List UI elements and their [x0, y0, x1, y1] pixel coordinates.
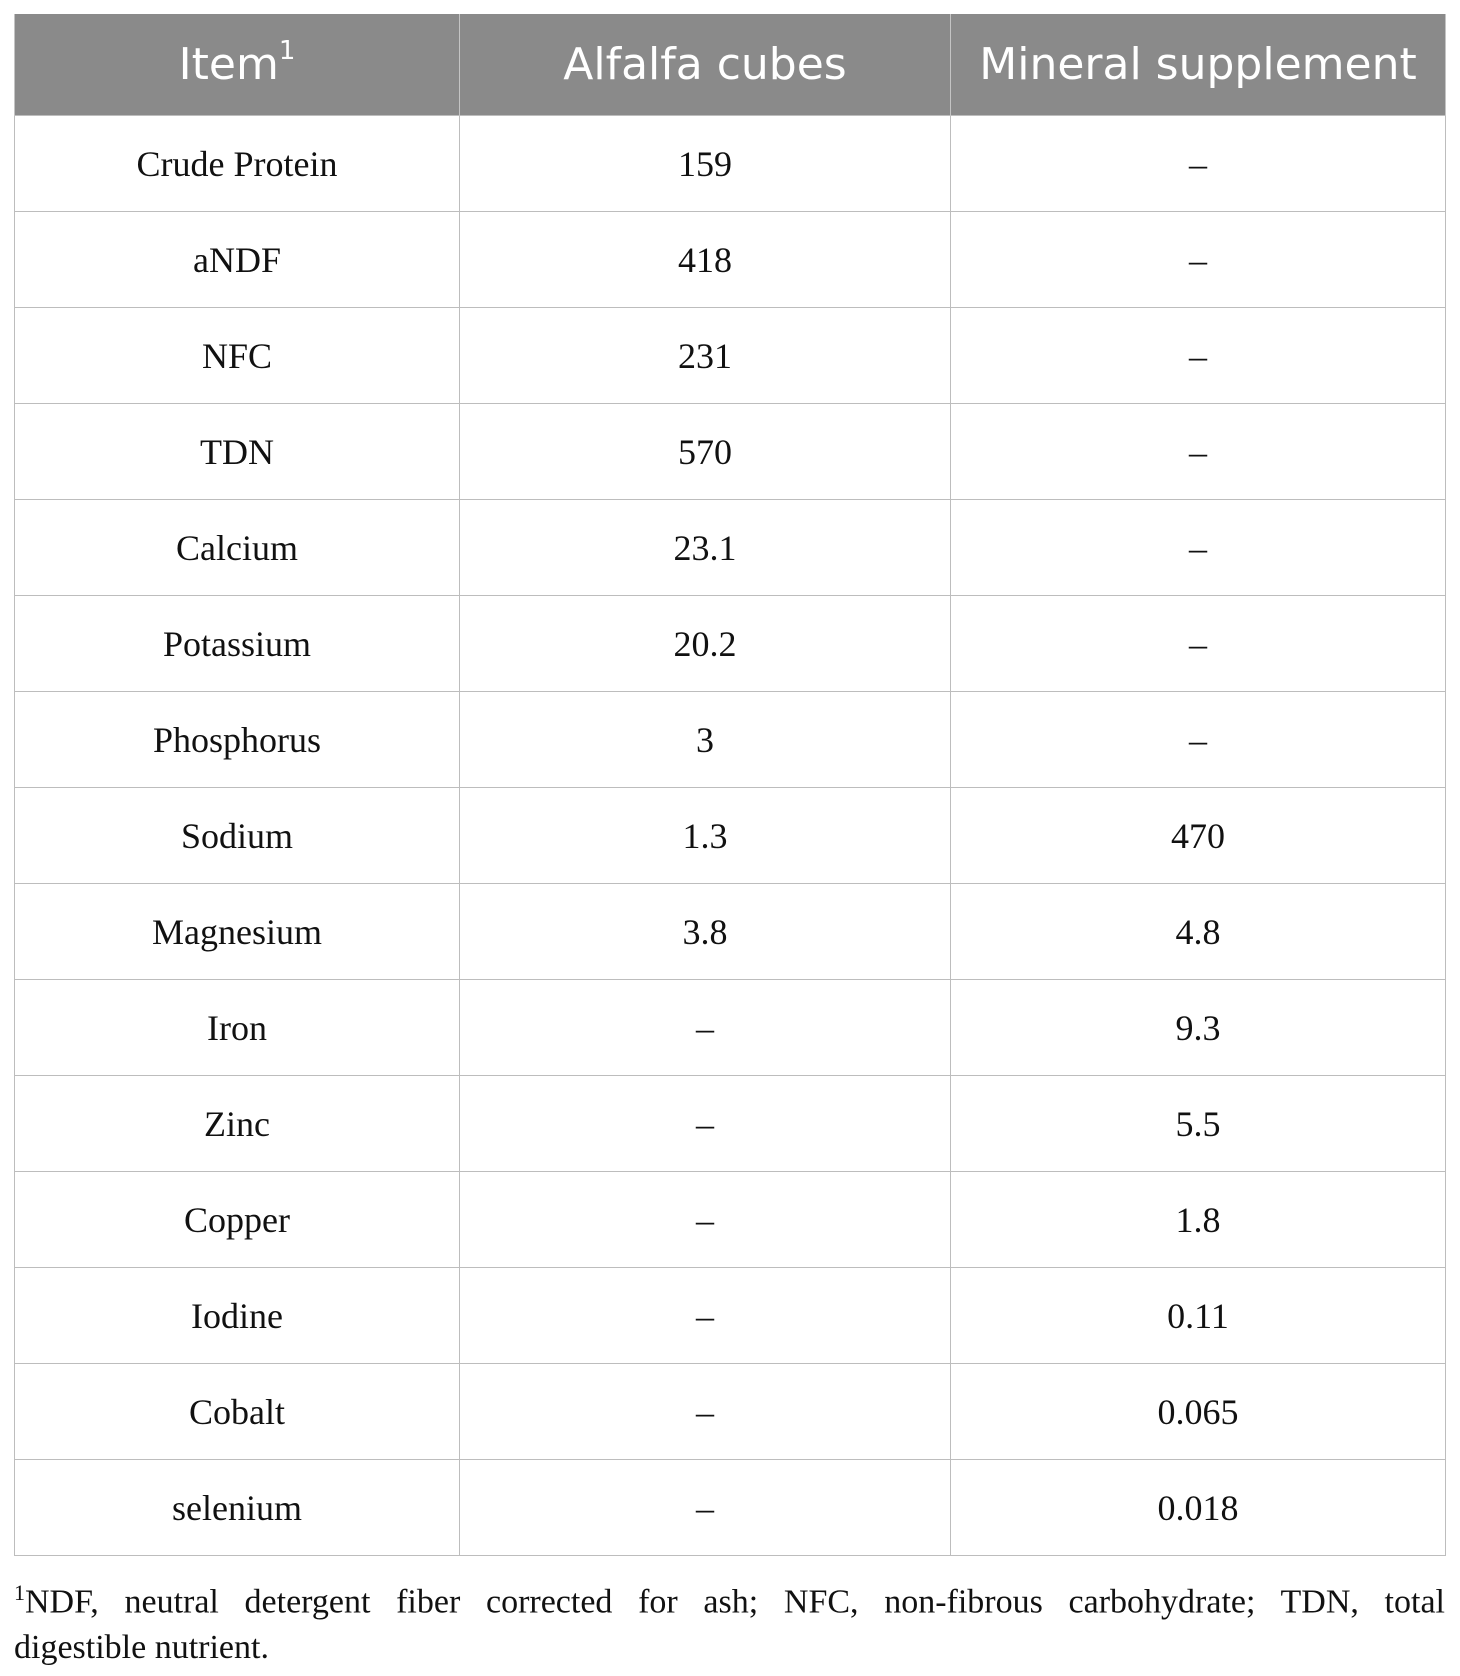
table-row: [15, 308, 1446, 404]
cell-alfalfa: 23.1: [460, 500, 951, 596]
cell-item: selenium: [15, 1460, 460, 1556]
cell-item: TDN: [15, 404, 460, 500]
table-row: [15, 1268, 1446, 1364]
cell-alfalfa: 1.3: [460, 788, 951, 884]
cell-alfalfa: 418: [460, 212, 951, 308]
cell-mineral: 1.8: [951, 1172, 1446, 1268]
cell-alfalfa: –: [460, 1172, 951, 1268]
cell-item: Potassium: [15, 596, 460, 692]
composition-table-container: [14, 14, 1445, 1556]
header-item-footnote-marker: 1: [278, 36, 296, 67]
footnote-line-1: [14, 1570, 1445, 1625]
cell-alfalfa: 231: [460, 308, 951, 404]
cell-mineral: 470: [951, 788, 1446, 884]
cell-item: Crude Protein: [15, 116, 460, 212]
composition-table: [14, 14, 1446, 1556]
cell-mineral: –: [951, 404, 1446, 500]
table-row: [15, 212, 1446, 308]
header-item-label: Item: [178, 39, 279, 90]
cell-mineral: –: [951, 500, 1446, 596]
table-body: [15, 116, 1446, 1556]
cell-alfalfa: –: [460, 1460, 951, 1556]
cell-alfalfa: –: [460, 980, 951, 1076]
header-alfalfa-cubes: Alfalfa cubes: [460, 14, 951, 116]
cell-mineral: –: [951, 308, 1446, 404]
cell-item: Iodine: [15, 1268, 460, 1364]
cell-item: NFC: [15, 308, 460, 404]
table-row: [15, 1460, 1446, 1556]
cell-alfalfa: –: [460, 1268, 951, 1364]
cell-mineral: 5.5: [951, 1076, 1446, 1172]
table-row: [15, 884, 1446, 980]
table-row: [15, 788, 1446, 884]
cell-item: Phosphorus: [15, 692, 460, 788]
header-item: [15, 14, 460, 116]
cell-item: Calcium: [15, 500, 460, 596]
header-row: [15, 14, 1446, 116]
table-row: [15, 692, 1446, 788]
cell-item: Cobalt: [15, 1364, 460, 1460]
cell-alfalfa: 159: [460, 116, 951, 212]
table-row: [15, 1076, 1446, 1172]
cell-alfalfa: 3: [460, 692, 951, 788]
table-row: [15, 596, 1446, 692]
footnote-line-2: digestible nutrient.: [14, 1629, 269, 1667]
footnote-marker: 1: [14, 1580, 25, 1605]
cell-item: aNDF: [15, 212, 460, 308]
cell-mineral: 0.11: [951, 1268, 1446, 1364]
cell-alfalfa: 20.2: [460, 596, 951, 692]
table-row: [15, 404, 1446, 500]
table-row: [15, 500, 1446, 596]
cell-alfalfa: –: [460, 1364, 951, 1460]
cell-mineral: 9.3: [951, 980, 1446, 1076]
cell-mineral: –: [951, 692, 1446, 788]
cell-item: Magnesium: [15, 884, 460, 980]
table-row: [15, 980, 1446, 1076]
cell-alfalfa: –: [460, 1076, 951, 1172]
cell-item: Iron: [15, 980, 460, 1076]
cell-item: Zinc: [15, 1076, 460, 1172]
cell-mineral: –: [951, 596, 1446, 692]
cell-mineral: 0.065: [951, 1364, 1446, 1460]
cell-mineral: 4.8: [951, 884, 1446, 980]
cell-item: Sodium: [15, 788, 460, 884]
table-row: [15, 1364, 1446, 1460]
table-row: [15, 1172, 1446, 1268]
table-row: [15, 116, 1446, 212]
cell-alfalfa: 570: [460, 404, 951, 500]
cell-mineral: –: [951, 116, 1446, 212]
table-header: [15, 14, 1446, 116]
cell-item: Copper: [15, 1172, 460, 1268]
cell-mineral: 0.018: [951, 1460, 1446, 1556]
header-mineral-supplement: Mineral supplement: [951, 14, 1446, 116]
cell-alfalfa: 3.8: [460, 884, 951, 980]
footnote-text-1: NDF, neutral detergent fiber corrected for ash; NFC, non-fibrous carbohydrate; TDN, total: [25, 1583, 1445, 1621]
table-footnote: [14, 1570, 1445, 1671]
cell-mineral: –: [951, 212, 1446, 308]
